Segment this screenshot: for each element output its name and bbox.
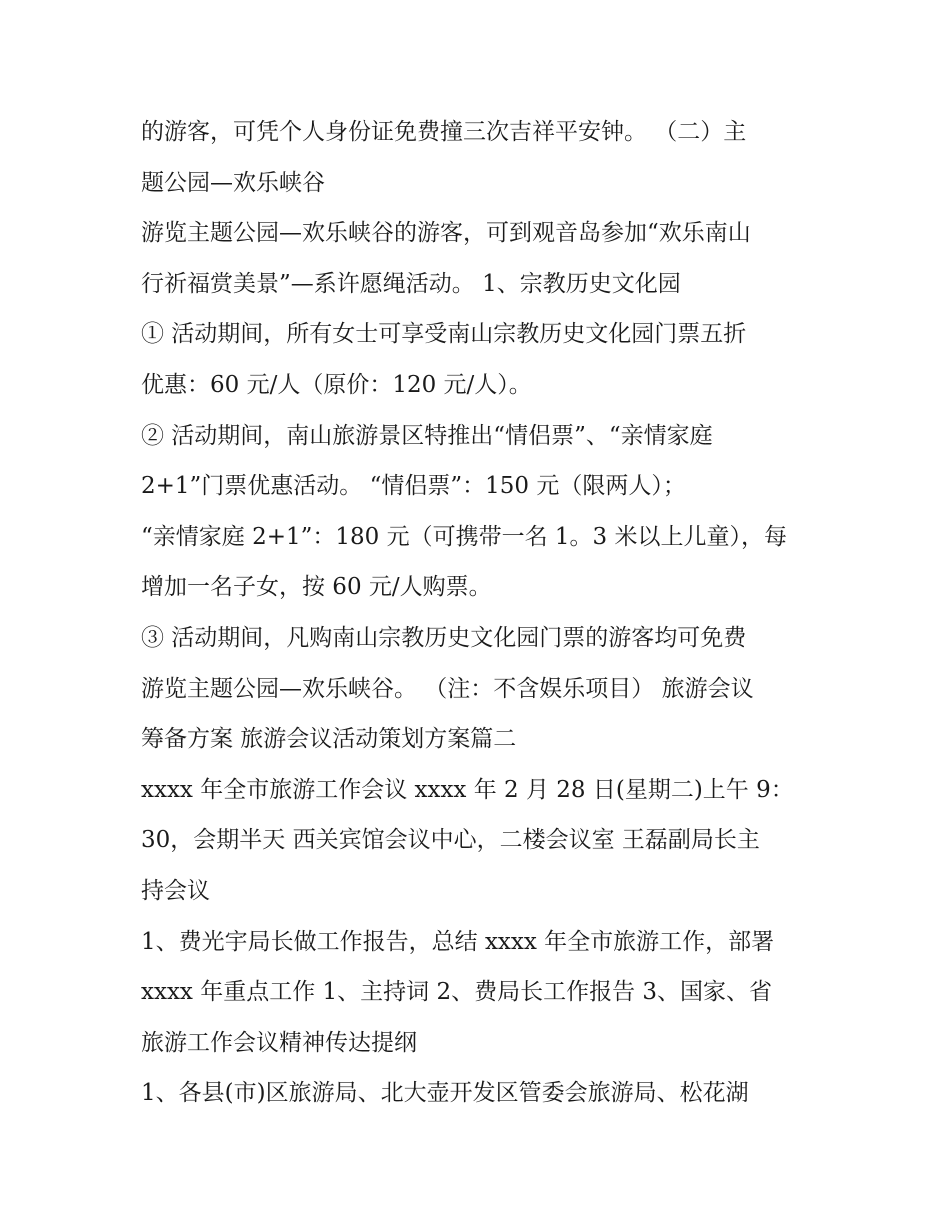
text-line-16: 持会议: [141, 877, 210, 904]
text-line-11: ③ 活动期间，凡购南山宗教历史文化园门票的游客均可免费: [141, 624, 747, 651]
text-line-14: xxxx 年全市旅游工作会议 xxxx 年 2 月 28 日(星期二)上午 9：: [141, 776, 794, 803]
document-text-body: [141, 107, 811, 1119]
text-line-4: 行祈福赏美景”—系许愿绳活动。 1、宗教历史文化园: [141, 270, 681, 297]
text-line-20: 1、各县(市)区旅游局、北大壶开发区管委会旅游局、松花湖: [141, 1080, 749, 1107]
text-line-18: xxxx 年重点工作 1、主持词 2、费局长工作报告 3、国家、省: [141, 979, 773, 1006]
text-line-13: 筹备方案 旅游会议活动策划方案篇二: [141, 726, 517, 753]
text-line-15: 30，会期半天 西关宾馆会议中心，二楼会议室 王磊副局长主: [141, 827, 760, 854]
text-line-10: 增加一名子女，按 60 元/人购票。: [141, 574, 492, 601]
text-line-1: 的游客，可凭个人身份证免费撞三次吉祥平安钟。 （二）主: [141, 119, 747, 145]
text-line-9: “亲情家庭 2+1”：180 元（可携带一名 1。3 米以上儿童），每: [141, 523, 787, 550]
text-line-8: 2+1”门票优惠活动。 “情侣票”：150 元（限两人）；: [141, 473, 686, 500]
text-line-3: 游览主题公园—欢乐峡谷的游客，可到观音岛参加“欢乐南山: [141, 220, 751, 247]
text-line-17: 1、费光宇局长做工作报告，总结 xxxx 年全市旅游工作，部署: [141, 928, 775, 955]
text-line-6: 优惠：60 元/人（原价：120 元/人）。: [141, 371, 532, 398]
text-line-2: 题公园—欢乐峡谷: [141, 169, 325, 196]
text-line-19: 旅游工作会议精神传达提纲: [141, 1029, 417, 1056]
text-line-5: ① 活动期间，所有女士可享受南山宗教历史文化园门票五折: [141, 321, 747, 348]
text-line-7: ② 活动期间，南山旅游景区特推出“情侣票”、“亲情家庭: [141, 422, 713, 449]
text-line-12: 游览主题公园—欢乐峡谷。 （注：不含娱乐项目） 旅游会议: [141, 675, 754, 702]
